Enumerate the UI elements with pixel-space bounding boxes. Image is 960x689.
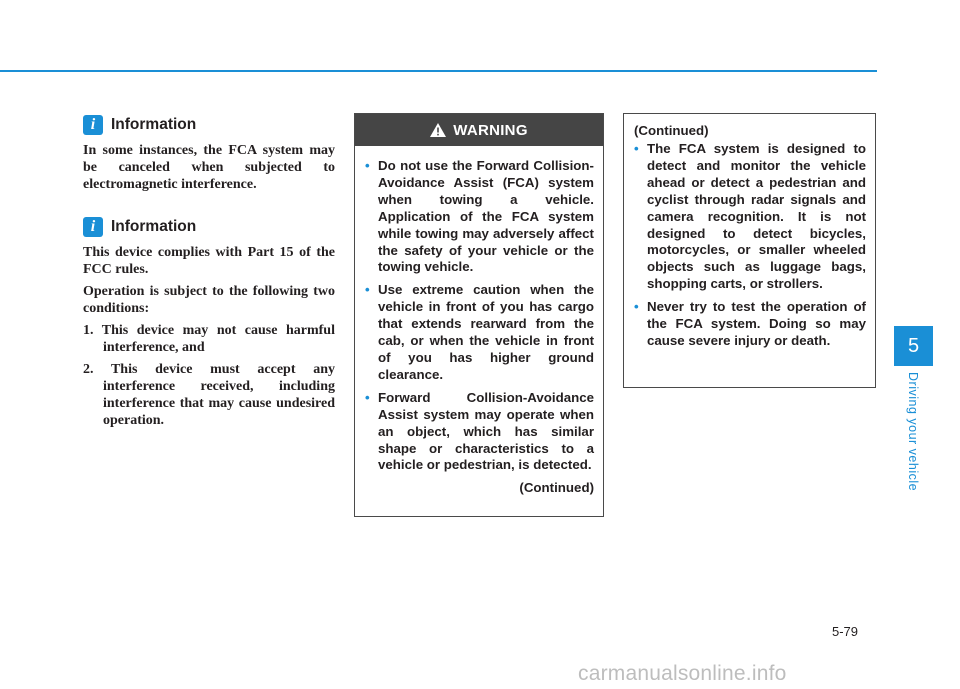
info-intro-2: This device complies with Part 15 of the FCC rules. — [83, 245, 335, 277]
warning-box — [354, 113, 604, 517]
warning-title: WARNING — [453, 121, 528, 139]
info-conditions-intro: Operation is subject to the following two conditions: — [83, 284, 335, 316]
warning-header — [355, 114, 603, 146]
bullet-icon: • — [365, 389, 370, 405]
info-heading-1 — [83, 114, 335, 136]
condition-item: 2. This device must accept any interference received, including interference that may cause undesired operation. — [83, 362, 335, 428]
info-icon: i — [83, 115, 103, 135]
left-column — [83, 114, 335, 434]
condition-item: 1. This device may not cause harmful interference, and — [83, 323, 335, 355]
bullet-icon: • — [365, 158, 370, 173]
chapter-title: Driving your vehicle — [906, 372, 920, 492]
info-icon: i — [83, 217, 103, 237]
info-title-1: Information — [111, 116, 197, 133]
warning-bullet: • Do not use the Forward Collision-Avoidance Assist (FCA) system when towing a vehicle. Application of the FCA system while towing may adversely affect the safety of your vehicle or the towing vehicle. — [365, 158, 594, 275]
info-body-1: In some instances, the FCA system may be canceled when subjected to electromagnetic interference. — [83, 143, 335, 192]
bullet-icon: • — [634, 299, 639, 315]
continued-heading: (Continued) — [634, 123, 709, 138]
continued-bullet: • The FCA system is designed to detect and monitor the vehicle ahead or detect a pedestrian and cyclist through radar signals and camera recognition. It is not designed to detect bicycles, motorcycles, or smaller wheeled objects such as luggage bags, shopping carts, or strollers. — [634, 141, 866, 292]
info-heading-2 — [83, 216, 335, 238]
page-number: 5-79 — [832, 624, 859, 639]
info-title-2: Information — [111, 218, 197, 235]
warning-body — [355, 146, 603, 495]
continued-bullet: • Never try to test the operation of the FCA system. Doing so may cause severe injury or death. — [634, 299, 866, 348]
continued-label: (Continued) — [519, 480, 594, 496]
warning-bullet: • Forward Collision-Avoidance Assist system may operate when an object, which has similar shape or characteristics to a vehicle or pedestrian, is detected. — [365, 389, 594, 473]
bullet-icon: • — [634, 141, 639, 156]
info-section-2 — [83, 216, 335, 429]
watermark: carmanualsonline.info — [578, 662, 787, 685]
header-rule — [0, 70, 877, 72]
warning-bullet: • Use extreme caution when the vehicle in front of you has cargo that extends rearward from the cab, or when the vehicle in front of you has higher ground clearance. — [365, 282, 594, 382]
bullet-icon: • — [365, 282, 370, 298]
continued-box — [623, 113, 876, 388]
chapter-tab: 5 — [894, 326, 933, 366]
warning-triangle-icon — [430, 123, 446, 137]
